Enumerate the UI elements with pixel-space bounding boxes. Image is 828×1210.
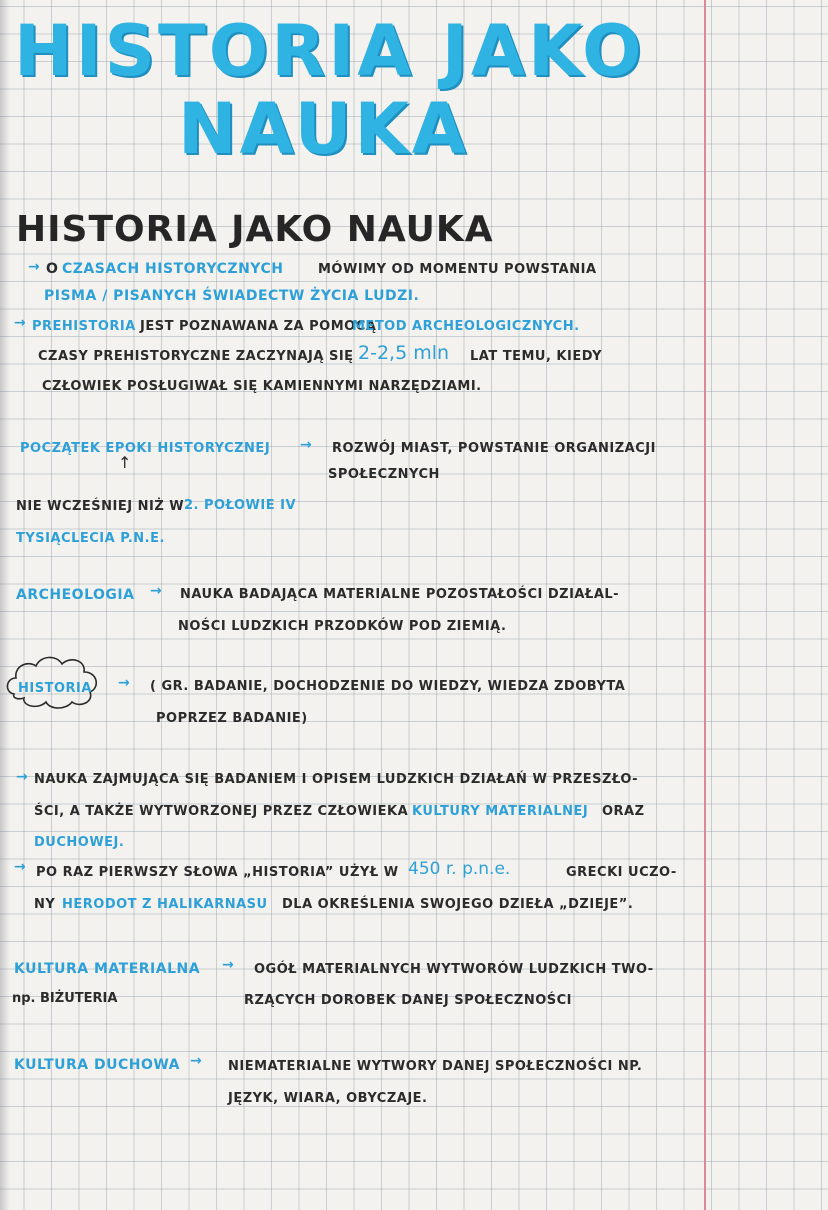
history-para-5a: NY (34, 897, 56, 912)
spiritual-culture-def-1: NIEMATERIALNE WYTWORY DANEJ SPOŁECZNOŚCI NP. (228, 1059, 643, 1074)
page-fold-shadow (0, 0, 10, 1210)
epoch-note-1b: 2. POŁOWIE IV (184, 498, 297, 513)
intro-line-3a: PREHISTORIA (32, 319, 136, 334)
intro-line-1c: MÓWIMY OD MOMENTU POWSTANIA (318, 262, 597, 277)
arrow-icon: → (300, 437, 313, 453)
epoch-note-2: TYSIĄCLECIA P.N.E. (16, 531, 165, 546)
history-def-1: ( GR. BADANIE, DOCHODZENIE DO WIEDZY, WIEDZA ZDOBYTA (150, 679, 626, 694)
spiritual-culture-term: KULTURA DUCHOWA (14, 1057, 181, 1073)
history-para-3: DUCHOWEJ. (34, 835, 125, 850)
arrow-icon: → (14, 859, 27, 875)
intro-line-1b: CZASACH HISTORYCZNYCH (62, 261, 284, 277)
intro-line-4c: LAT TEMU, KIEDY (470, 349, 602, 364)
epoch-def-1: ROZWÓJ MIAST, POWSTANIE ORGANIZACJI (332, 441, 656, 456)
epoch-note-1a: NIE WCZEŚNIEJ NIŻ W (16, 499, 185, 514)
history-para-1: NAUKA ZAJMUJĄCA SIĘ BADANIEM I OPISEM LUDZKICH DZIAŁAŃ W PRZESZŁO- (34, 772, 639, 787)
material-culture-def-1: OGÓŁ MATERIALNYCH WYTWORÓW LUDZKICH TWO- (254, 962, 654, 977)
history-para-4a: PO RAZ PIERWSZY SŁOWA „HISTORIA” UŻYŁ W (36, 865, 399, 880)
intro-line-1a: O (46, 261, 59, 277)
intro-line-4a: CZASY PREHISTORYCZNE ZACZYNAJĄ SIĘ (38, 349, 354, 364)
history-def-2: POPRZEZ BADANIE) (156, 711, 308, 726)
arrow-icon: → (28, 259, 41, 275)
material-culture-term: KULTURA MATERIALNA (14, 961, 201, 977)
material-culture-def-2: RZĄCYCH DOROBEK DANEJ SPOŁECZNOŚCI (244, 993, 573, 1008)
margin-line (704, 0, 706, 1210)
arrow-icon: → (16, 769, 29, 785)
arrow-icon: → (118, 675, 131, 691)
intro-line-3c: METOD ARCHEOLOGICZNYCH. (352, 319, 580, 334)
history-para-2c: ORAZ (602, 804, 645, 819)
archeology-def-1: NAUKA BADAJĄCA MATERIALNE POZOSTAŁOŚCI DZIAŁAL- (180, 587, 620, 602)
spiritual-culture-def-2: JĘZYK, WIARA, OBYCZAJE. (228, 1091, 428, 1106)
up-arrow-icon: ↑ (118, 453, 132, 472)
history-para-2b: KULTURY MATERIALNEJ (412, 804, 589, 819)
intro-line-5: CZŁOWIEK POSŁUGIWAŁ SIĘ KAMIENNYMI NARZĘDZIAMI. (42, 379, 482, 394)
archeology-def-2: NOŚCI LUDZKICH PRZODKÓW POD ZIEMIĄ. (178, 619, 507, 634)
history-para-4c: GRECKI UCZO- (566, 865, 677, 880)
material-culture-example: np. BIŻUTERIA (12, 991, 118, 1006)
arrow-icon: → (222, 957, 235, 973)
arrow-icon: → (150, 583, 163, 599)
intro-line-2: PISMA / PISANYCH ŚWIADECTW ŻYCIA LUDZI. (44, 288, 420, 304)
history-term: HISTORIA (18, 681, 92, 696)
intro-line-3b: JEST POZNAWANA ZA POMOCĄ (140, 319, 377, 334)
history-para-4b: 450 r. p.n.e. (408, 859, 511, 879)
history-para-2a: ŚCI, A TAKŻE WYTWORZONEJ PRZEZ CZŁOWIEKA (34, 804, 409, 819)
section-title: HISTORIA JAKO NAUKA (16, 209, 494, 250)
arrow-icon: → (190, 1053, 203, 1069)
history-para-5b: HERODOT Z HALIKARNASU (62, 897, 268, 912)
big-title-line-2: NAUKA (178, 88, 469, 170)
arrow-icon: → (14, 315, 27, 331)
archeology-term: ARCHEOLOGIA (16, 587, 135, 603)
epoch-term: POCZĄTEK EPOKI HISTORYCZNEJ (20, 441, 271, 456)
big-title-line-1: HISTORIA JAKO (14, 10, 645, 92)
epoch-def-2: SPOŁECZNYCH (328, 467, 440, 482)
history-para-5c: DLA OKREŚLENIA SWOJEGO DZIEŁA „DZIEJE”. (282, 897, 634, 912)
intro-line-4b: 2-2,5 mln (358, 342, 450, 364)
